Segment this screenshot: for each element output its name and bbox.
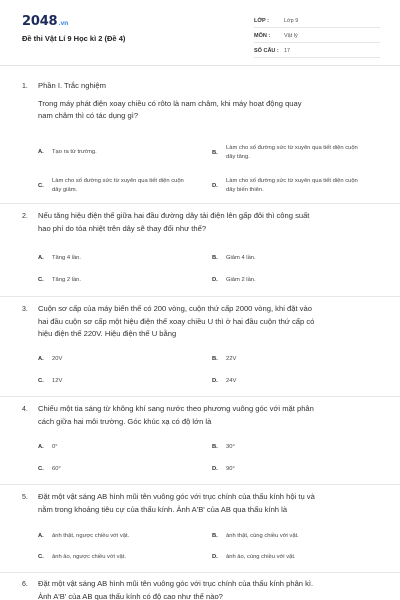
site-logo[interactable] bbox=[22, 14, 68, 29]
option-letter: A. bbox=[38, 149, 44, 155]
logo-text: 2048 bbox=[22, 14, 58, 29]
question-number: 1. bbox=[22, 83, 28, 90]
option-text: 12V bbox=[52, 378, 63, 384]
meta-value: Vật lý bbox=[284, 33, 298, 39]
option-letter: D. bbox=[212, 466, 218, 472]
option-text: ảnh thật, cùng chiều với vật. bbox=[226, 533, 299, 539]
question-line: Đặt một vật sáng AB hình mũi tên vuông góc với trục chính của thấu kính hội tụ và bbox=[38, 492, 315, 501]
question-text bbox=[38, 80, 384, 123]
option-letter: A. bbox=[38, 533, 44, 539]
option-letter: B. bbox=[212, 150, 218, 156]
question-divider bbox=[0, 203, 400, 204]
exam-title: Đề thi Vật Lí 9 Học kì 2 (Đề 4) bbox=[22, 34, 126, 43]
question-line: Nếu tăng hiệu điện thế giữa hai đầu đường dây tải điện lên gấp đôi thì công suất bbox=[38, 211, 310, 220]
question-line: Phần I. Trắc nghiệm bbox=[38, 81, 106, 90]
meta-key: SỐ CÂU : bbox=[254, 48, 279, 54]
option-letter: B. bbox=[212, 444, 218, 450]
question-line: Cuộn sơ cấp của máy biến thế có 200 vòng, cuộn thứ cấp 2000 vòng, khi đặt vào bbox=[38, 304, 312, 313]
option-text: Làm cho số đường sức từ xuyên qua tiết diện cuộn dây biến thiên. bbox=[226, 178, 358, 193]
option-letter: C. bbox=[38, 466, 44, 472]
option-text: Tăng 2 lần. bbox=[52, 277, 82, 283]
question-text bbox=[38, 491, 384, 516]
question-number: 4. bbox=[22, 406, 28, 413]
option-text: ảnh ảo, ngược chiều với vật. bbox=[52, 554, 127, 560]
logo-suffix: .vn bbox=[58, 20, 69, 27]
option-letter: C. bbox=[38, 277, 44, 283]
question-text bbox=[38, 578, 384, 600]
option-text: ảnh thật, ngược chiều với vật. bbox=[52, 533, 130, 539]
meta-value: Lớp 9 bbox=[284, 18, 299, 24]
option-text: 30° bbox=[226, 444, 235, 450]
question-line: Chiếu một tia sáng từ không khí sang nước theo phương vuông góc với mặt phân bbox=[38, 404, 314, 413]
meta-row-count bbox=[254, 44, 380, 58]
option-letter: B. bbox=[212, 255, 218, 261]
option-letter: A. bbox=[38, 356, 44, 362]
option-text: Giảm 4 lần. bbox=[226, 255, 256, 261]
meta-key: LỚP : bbox=[254, 18, 269, 24]
question-number: 5. bbox=[22, 494, 28, 501]
meta-row-subject bbox=[254, 29, 380, 43]
question-number: 3. bbox=[22, 306, 28, 313]
exam-header bbox=[0, 0, 400, 66]
question-line: hiệu điện thế 220V. Hiệu điện thế U bằng bbox=[38, 329, 177, 338]
question-number: 6. bbox=[22, 581, 28, 588]
question-divider bbox=[0, 396, 400, 397]
option-text: Làm cho số đường sức từ xuyên qua tiết diện cuộn dây giảm. bbox=[52, 178, 184, 193]
option-letter: D. bbox=[212, 378, 218, 384]
question-line: cách giữa hai môi trường. Góc khúc xạ có độ lớn là bbox=[38, 416, 212, 426]
question-divider bbox=[0, 484, 400, 485]
option-text: 0° bbox=[52, 444, 58, 450]
question-text bbox=[38, 303, 384, 341]
option-text: Giảm 2 lần. bbox=[226, 277, 256, 283]
option-letter: C. bbox=[38, 183, 44, 189]
option-text: 60° bbox=[52, 466, 61, 472]
option-text: Tăng 4 lần. bbox=[52, 255, 82, 261]
option-text: 24V bbox=[226, 378, 237, 384]
option-letter: D. bbox=[212, 277, 218, 283]
option-letter: D. bbox=[212, 554, 218, 560]
question-line: Trong máy phát điện xoay chiều có rôto là nam châm, khi máy hoạt động quay bbox=[38, 98, 302, 108]
meta-row-class bbox=[254, 14, 380, 28]
question-divider bbox=[0, 572, 400, 573]
option-text: 20V bbox=[52, 356, 63, 362]
question-divider bbox=[0, 296, 400, 297]
option-letter: A. bbox=[38, 444, 44, 450]
question-line: hai đầu cuộn sơ cấp một hiệu điện thế xoay chiều U thì ở hai đầu cuộn thứ cấp có bbox=[38, 316, 315, 326]
question-line: hao phí do tỏa nhiệt trên dây sẽ thay đổi như thế? bbox=[38, 223, 207, 233]
option-text: 22V bbox=[226, 356, 237, 362]
option-text: Tạo ra từ trường. bbox=[52, 149, 97, 155]
question-line: nam châm thì có tác dụng gì? bbox=[38, 111, 139, 120]
option-letter: B. bbox=[212, 533, 218, 539]
question-line: nằm trong khoảng tiêu cự của thấu kính. Ảnh A'B' của AB qua thấu kính là bbox=[38, 504, 288, 514]
option-text: 90° bbox=[226, 466, 235, 472]
meta-value: 17 bbox=[284, 48, 291, 54]
option-letter: D. bbox=[212, 183, 218, 189]
meta-key: MÔN : bbox=[254, 33, 271, 39]
question-line: Đặt một vật sáng AB hình mũi tên vuông góc với trục chính của thấu kính phân kì. bbox=[38, 579, 314, 588]
option-text: Làm cho số đường sức từ xuyên qua tiết diện cuộn dây tăng. bbox=[226, 145, 358, 160]
option-text: ảnh ảo, cùng chiều với vật. bbox=[226, 554, 296, 560]
question-number: 2. bbox=[22, 213, 28, 220]
question-text bbox=[38, 403, 384, 428]
option-letter: A. bbox=[38, 255, 44, 261]
option-letter: C. bbox=[38, 554, 44, 560]
option-letter: B. bbox=[212, 356, 218, 362]
question-text bbox=[38, 210, 384, 235]
option-letter: C. bbox=[38, 378, 44, 384]
question-line: Ảnh A'B' của AB qua thấu kính có độ cao như thế nào? bbox=[38, 591, 223, 600]
